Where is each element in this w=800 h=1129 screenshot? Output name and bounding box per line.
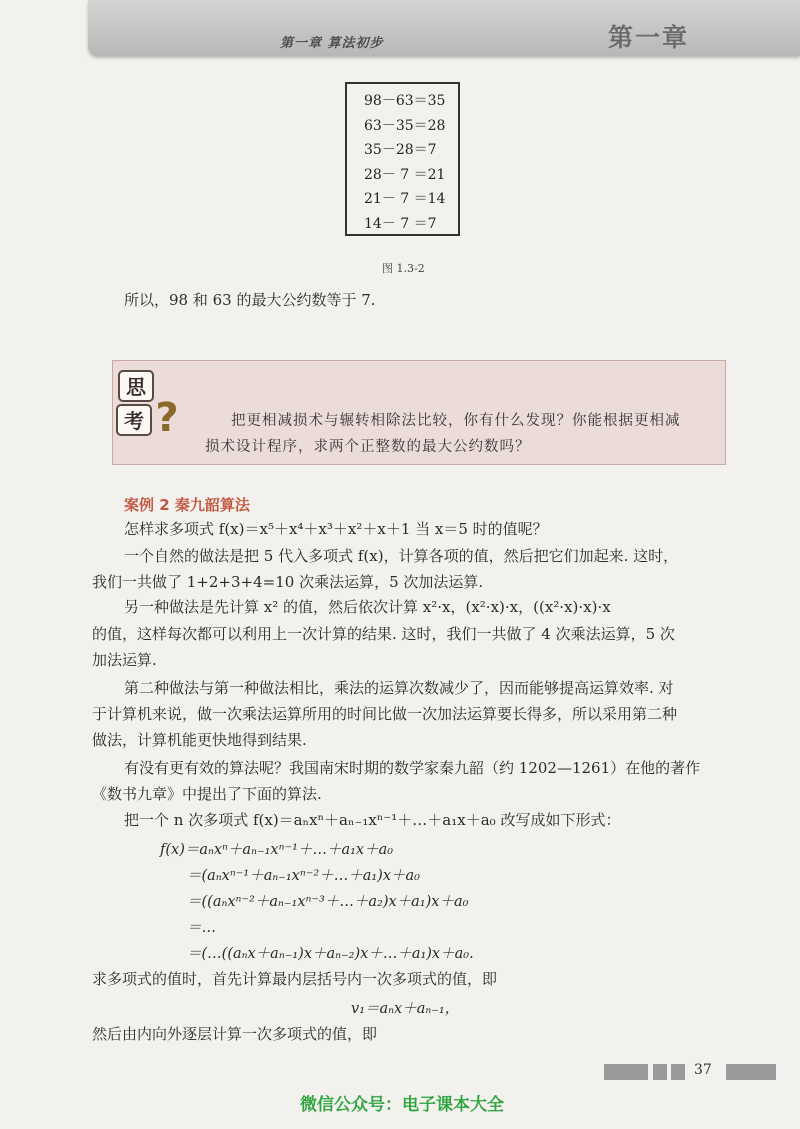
think-line-1: 把更相减损术与辗转相除法比较，你有什么发现？你能根据更相减 (231, 413, 681, 429)
think-badge-top: 思 (126, 375, 146, 399)
paragraph-line: 加法运算. (92, 651, 157, 669)
subtraction-steps-figure (345, 82, 460, 236)
paragraph-line: 一个自然的做法是把 5 代入多项式 f(x)，计算各项的值，然后把它们加起来. 这时， (124, 547, 679, 565)
step-line: 98－63＝35 (364, 93, 446, 109)
step-line: 14－ 7 ＝7 (364, 215, 437, 232)
paragraph-line: 于计算机来说，做一次乘法运算所用的时间比做一次加法运算要长得多，所以采用第二种 (92, 705, 678, 723)
case-title: 案例 2 秦九韶算法 (124, 496, 250, 514)
question-mark-icon: ? (155, 395, 179, 441)
paragraph-line: 怎样求多项式 f(x)＝x⁵＋x⁴＋x³＋x²＋x＋1 当 x＝5 时的值呢？ (124, 520, 548, 538)
equation-line: v₁＝aₙx＋aₙ₋₁， (351, 1001, 460, 1017)
think-badge-bottom: 考 (124, 409, 144, 433)
paragraph-line: 的值，这样每次都可以利用上一次计算的结果. 这时，我们一共做了 4 次乘法运算，5 次 (92, 625, 675, 643)
paragraph-line: 做法，计算机能更快地得到结果. (92, 731, 307, 749)
think-icon (111, 365, 181, 445)
watermark: 微信公众号：电子课本大全 (300, 1095, 504, 1115)
step-line: 28－ 7 ＝21 (364, 166, 446, 183)
equation-line: f(x)＝aₙxⁿ＋aₙ₋₁xⁿ⁻¹＋…＋a₁x＋a₀ (160, 842, 394, 858)
step-line: 63－35＝28 (364, 117, 446, 134)
paragraph-line: 然后由内向外逐层计算一次多项式的值，即 (92, 1025, 378, 1043)
paragraph-line: 另一种做法是先计算 x² 的值，然后依次计算 x²·x，(x²·x)·x，((x²·x)·x)·x (124, 598, 611, 616)
footer-bar (726, 1064, 776, 1080)
paragraph-line: 第二种做法与第一种做法相比，乘法的运算次数减少了，因而能够提高运算效率. 对 (124, 679, 674, 697)
equation-line: ＝((aₙxⁿ⁻²＋aₙ₋₁xⁿ⁻³＋…＋a₂)x＋a₁)x＋a₀ (187, 894, 469, 910)
think-line-2: 损术设计程序，求两个正整数的最大公约数吗？ (205, 439, 531, 455)
conclusion-text: 所以，98 和 63 的最大公约数等于 7. (124, 291, 376, 309)
step-line: 21－ 7 ＝14 (364, 191, 446, 207)
page-number: 37 (694, 1062, 712, 1078)
equation-line: ＝… (187, 920, 216, 936)
paragraph-line: 把一个 n 次多项式 f(x)＝aₙxⁿ＋aₙ₋₁xⁿ⁻¹＋…＋a₁x＋a₀ 改写成如下形式： (124, 811, 621, 829)
footer-bar (653, 1064, 667, 1080)
paragraph-line: 《数书九章》中提出了下面的算法. (92, 785, 322, 803)
paragraph-line: 求多项式的值时，首先计算最内层括号内一次多项式的值，即 (92, 970, 498, 988)
chapter-label: 第一章 (608, 23, 690, 52)
think-box (112, 360, 726, 465)
paragraph-line: 我们一共做了 1+2+3+4=10 次乘法运算，5 次加法运算. (92, 573, 484, 591)
footer-bar (604, 1064, 648, 1080)
paragraph-line: 有没有更有效的算法呢？我国南宋时期的数学家秦九韶（约 1202—1261）在他的著作 (124, 759, 701, 777)
chapter-header (88, 0, 800, 56)
chapter-subtitle: 第一章 算法初步 (280, 36, 384, 51)
equation-line: ＝(aₙxⁿ⁻¹＋aₙ₋₁xⁿ⁻²＋…＋a₁)x＋a₀ (187, 868, 420, 884)
step-line: 35－28＝7 (364, 142, 437, 158)
figure-caption: 图 1.3-2 (382, 262, 425, 275)
footer-bar (671, 1064, 685, 1080)
equation-line: ＝(…((aₙx＋aₙ₋₁)x＋aₙ₋₂)x＋…＋a₁)x＋a₀. (187, 946, 474, 962)
